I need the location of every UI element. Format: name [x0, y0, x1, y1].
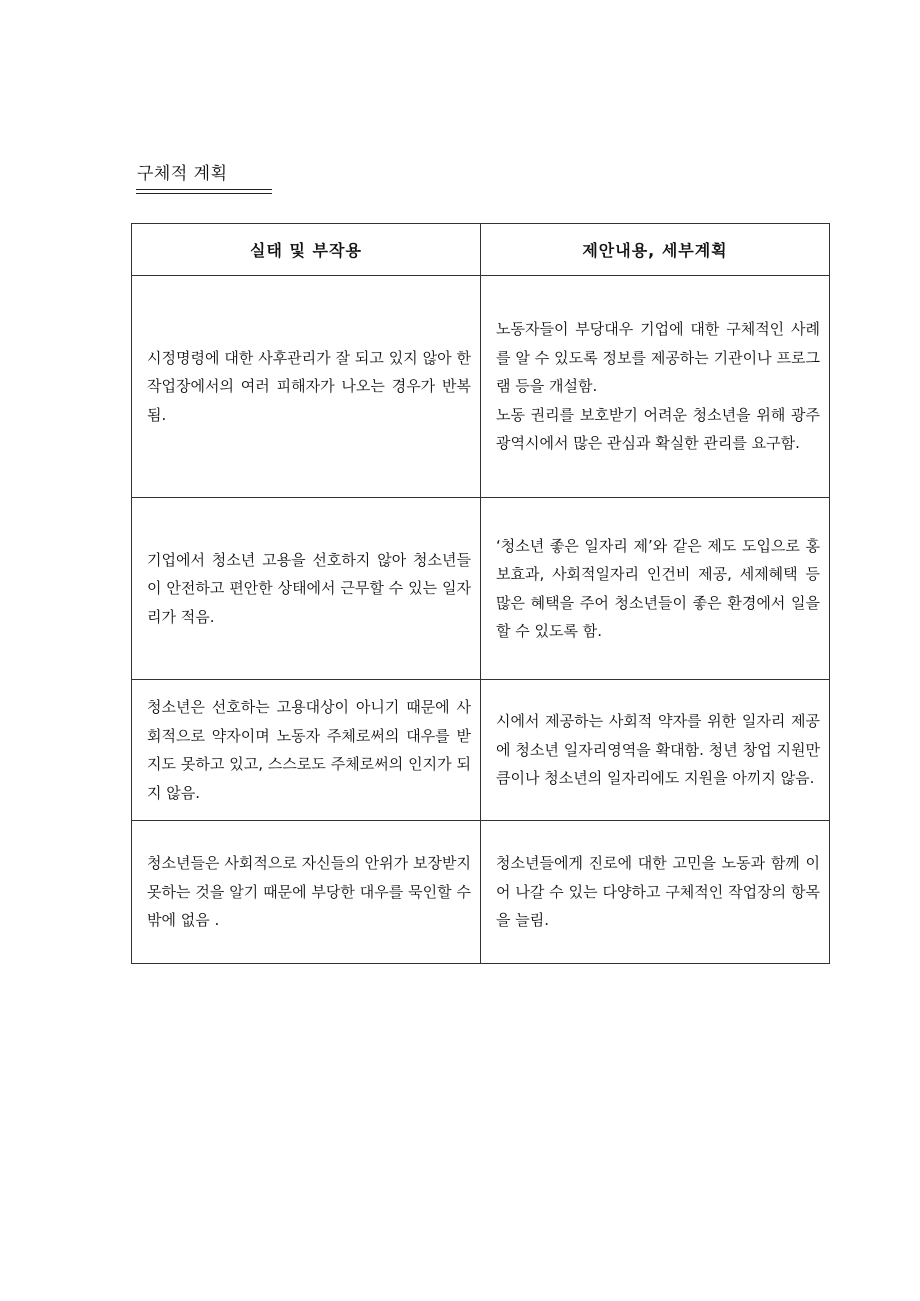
problem-cell [132, 276, 481, 498]
table-row [132, 680, 830, 821]
plan-table [131, 223, 830, 964]
title-double-underline [136, 189, 272, 194]
problem-cell [132, 680, 481, 821]
proposal-cell [481, 680, 830, 821]
proposal-text: 시에서 제공하는 사회적 약자를 위한 일자리 제공에 청소년 일자리영역을 확대함. 청년 창업 지원만큼이나 청소년의 일자리에도 지원을 아끼지 않음. [496, 712, 820, 788]
proposal-cell [481, 276, 830, 498]
proposal-cell [481, 498, 830, 680]
table-row [132, 821, 830, 964]
problem-text: 시정명령에 대한 사후관리가 잘 되고 있지 않아 한 작업장에서의 여러 피해자가 나오는 경우가 반복됨. [147, 348, 471, 424]
problem-cell [132, 498, 481, 680]
proposal-text: 청소년들에게 진로에 대한 고민을 노동과 함께 이어 나갈 수 있는 다양하고 구체적인 작업장의 항목을 늘림. [496, 854, 820, 930]
problem-text: 기업에서 청소년 고용을 선호하지 않아 청소년들이 안전하고 편안한 상태에서 근무할 수 있는 일자리가 적음. [147, 550, 471, 626]
table-header-row [132, 224, 830, 276]
header-proposal: 제안내용, 세부계획 [481, 224, 830, 276]
table-row [132, 498, 830, 680]
header-problem: 실태 및 부작용 [132, 224, 481, 276]
table-row [132, 276, 830, 498]
proposal-cell [481, 821, 830, 964]
section-title: 구체적 계획 [137, 164, 228, 184]
proposal-text: ‘청소년 좋은 일자리 제’와 같은 제도 도입으로 홍보효과, 사회적일자리 인건비 제공, 세제혜택 등 많은 혜택을 주어 청소년들이 좋은 환경에서 일을 할 수 있도록 함. [496, 536, 820, 640]
problem-cell [132, 821, 481, 964]
proposal-text: 노동자들이 부당대우 기업에 대한 구체적인 사례를 알 수 있도록 정보를 제공하는 기관이나 프로그램 등을 개설함. [496, 320, 820, 396]
proposal-text: 노동 권리를 보호받기 어려운 청소년을 위해 광주광역시에서 많은 관심과 확실한 관리를 요구함. [496, 405, 820, 453]
problem-text: 청소년들은 사회적으로 자신들의 안위가 보장받지 못하는 것을 알기 때문에 부당한 대우를 묵인할 수 밖에 없음 . [147, 854, 471, 930]
problem-text: 청소년은 선호하는 고용대상이 아니기 때문에 사회적으로 약자이며 노동자 주체로써의 대우를 받지도 못하고 있고, 스스로도 주체로써의 인지가 되지 않음. [147, 698, 471, 802]
